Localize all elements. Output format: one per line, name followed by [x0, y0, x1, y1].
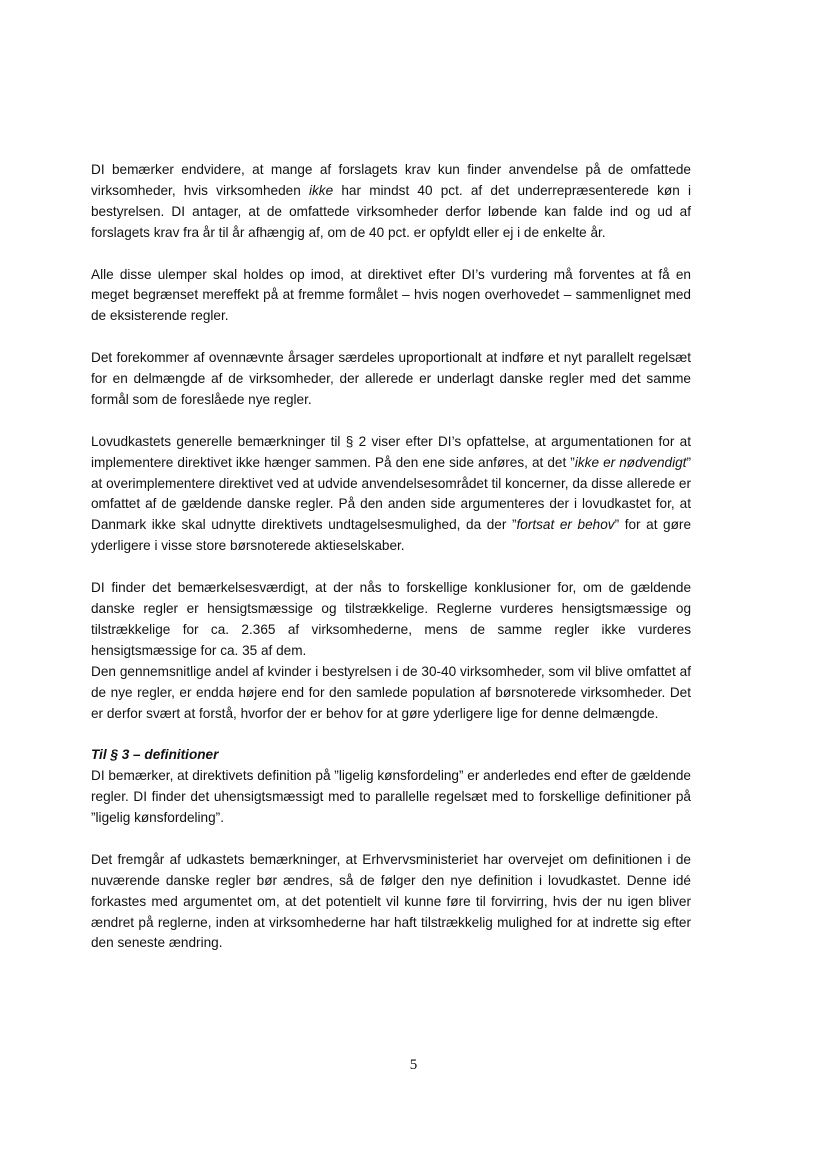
paragraph-2: Alle disse ulemper skal holdes op imod, at direktivet efter DI’s vurdering må forventes at få en meget begrænset mereffekt på at fremme formålet – hvis nogen overhovedet – sammenlignet med de eksisterende regler.: [91, 266, 691, 324]
paragraph-4-text-c: ” at overimplementere direktivet ved at udvide anvendelsesområdet til koncerner, da disse allerede er omfattet af de gældende danske regler. På den anden side argumenteres der i lovudkastet for, at Danmark ikke skal udnytte direktivets undtagelsesmulighed, da der ”: [91, 454, 691, 533]
paragraph-4: [91, 432, 691, 557]
paragraph-8: Det fremgår af udkastets bemærkninger, at Erhvervsministeriet har overvejet om definitionen i de nuværende danske regler bør ændres, så de følger den nye definition i lovudkastet. Denne idé forkastes med argumentet om, at det potentielt vil kunne føre til forvirring, hvis der nu igen bliver ændret på reglerne, inden at virksomhederne har haft tilstrækkelig mulighed for at indrette sig efter den seneste ændring.: [91, 851, 691, 951]
page-number: 5: [409, 1057, 418, 1073]
section-heading: Til § 3 – definitioner: [91, 747, 219, 763]
paragraph-7: DI bemærker, at direktivets definition på ”ligelig kønsfordeling” er anderledes end efter de gældende regler. DI finder det uhensigtsmæssigt med to parallelle regelsæt med to forskellige definitioner på ”ligelig kønsfordeling”.: [91, 768, 691, 826]
paragraph-5: DI finder det bemærkelsesværdigt, at der nås to forskellige konklusioner for, om de gældende danske regler er hensigtsmæssige og tilstrækkelige. Reglerne vurderes hensigtsmæssige og tilstrækkelige for ca. 2.365 af virksomhederne, mens de samme regler ikke vurderes hensigtsmæssige for ca. 35 af dem.: [91, 580, 691, 658]
paragraph-4-text-a: Lovudkastets generelle bemærkninger til § 2 viser efter DI’s opfattelse, at argumentationen for at implementere direktivet ikke hænger sammen. På den ene side anføres, at det ”: [91, 433, 691, 470]
paragraph-1: [91, 160, 691, 244]
paragraph-4-emphasis-1: ikke er nødvendigt: [574, 454, 687, 470]
paragraph-6: Den gennemsnitlige andel af kvinder i bestyrelsen i de 30-40 virksomheder, som vil blive omfattet af de nye regler, er endda højere end for den samlede population af børsnoterede virksomheder. Det er derfor svært at forstå, hvorfor der er behov for at gøre yderligere lige for denne delmængde.: [91, 663, 691, 721]
paragraph-1-text-a: DI bemærker endvidere, at mange af forslagets krav kun finder anvendelse på de omfattede virksomheder, hvis virksomheden: [91, 162, 691, 198]
paragraph-4-text-e: ” for at gøre yderligere i visse store børsnoterede aktieselskaber.: [91, 517, 692, 554]
paragraph-4-emphasis-2: fortsat er behov: [516, 517, 615, 533]
paragraph-1-text-c: har mindst 40 pct. af det underrepræsenterede køn i bestyrelsen. DI antager, at de omfattede virksomheder derfor løbende kan falde ind og ud af forslagets krav fra år til år afhængig af, om de 40 pct. er opfyldt eller ej i de enkelte år.: [91, 182, 691, 240]
document-page: [91, 160, 691, 975]
paragraph-1-emphasis: ikke: [308, 182, 334, 198]
paragraph-3: Det forekommer af ovennævnte årsager særdeles uproportionalt at indføre et nyt parallelt regelsæt for en delmængde af de virksomheder, der allerede er underlagt danske regler med det samme formål som de foreslåede nye regler.: [91, 350, 691, 407]
